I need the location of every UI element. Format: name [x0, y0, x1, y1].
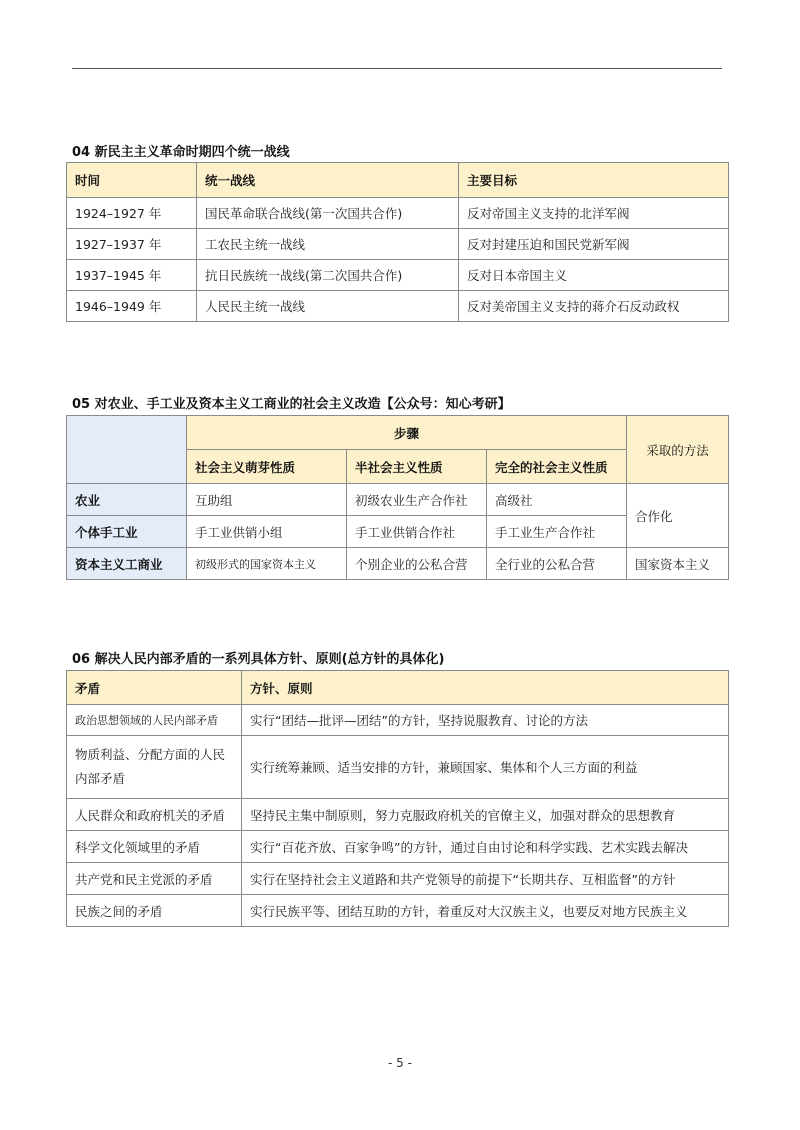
cell-method-state-capitalism: 国家资本主义 — [627, 548, 729, 580]
cell-time: 1946–1949 年 — [67, 291, 197, 322]
cell-principle: 实行统筹兼顾、适当安排的方针，兼顾国家、集体和个人三方面的利益 — [242, 736, 729, 799]
cell-front: 工农民主统一战线 — [197, 229, 459, 260]
cell-contradiction: 物质利益、分配方面的人民内部矛盾 — [67, 736, 242, 799]
row-label-handicraft: 个体手工业 — [67, 516, 187, 548]
row-label-agriculture: 农业 — [67, 484, 187, 516]
cell-stage: 互助组 — [187, 484, 347, 516]
socialist-transformation-table — [66, 415, 729, 580]
corner-cell — [67, 416, 187, 484]
page-number: - 5 - — [388, 1056, 412, 1070]
header-goal: 主要目标 — [459, 163, 729, 198]
united-front-table — [66, 162, 729, 322]
cell-time: 1924–1927 年 — [67, 198, 197, 229]
section-06-title: 06 解决人民内部矛盾的一系列具体方针、原则(总方针的具体化) — [72, 652, 445, 667]
table-header-row — [67, 671, 729, 705]
table-row — [67, 484, 729, 516]
cell-principle: 坚持民主集中制原则，努力克服政府机关的官僚主义，加强对群众的思想教育 — [242, 799, 729, 831]
cell-goal: 反对日本帝国主义 — [459, 260, 729, 291]
table-row — [67, 799, 729, 831]
cell-goal: 反对帝国主义支持的北洋军阀 — [459, 198, 729, 229]
table-header-row — [67, 416, 729, 450]
cell-principle: 实行在坚持社会主义道路和共产党领导的前提下“长期共存、互相监督”的方针 — [242, 863, 729, 895]
cell-stage: 个别企业的公私合营 — [347, 548, 487, 580]
header-steps: 步骤 — [187, 416, 627, 450]
table-row — [67, 705, 729, 736]
table-row — [67, 198, 729, 229]
cell-contradiction: 政治思想领域的人民内部矛盾 — [67, 705, 242, 736]
table-row — [67, 831, 729, 863]
table-row — [67, 895, 729, 927]
cell-principle: 实行民族平等、团结互助的方针，着重反对大汉族主义，也要反对地方民族主义 — [242, 895, 729, 927]
cell-stage: 手工业供销小组 — [187, 516, 347, 548]
section-04-title: 04 新民主主义革命时期四个统一战线 — [72, 145, 290, 160]
header-time: 时间 — [67, 163, 197, 198]
section-05-title: 05 对农业、手工业及资本主义工商业的社会主义改造【公众号：知心考研】 — [72, 397, 511, 412]
cell-stage: 初级农业生产合作社 — [347, 484, 487, 516]
table-row — [67, 736, 729, 799]
subheader-sprout: 社会主义萌芽性质 — [187, 450, 347, 484]
cell-front: 人民民主统一战线 — [197, 291, 459, 322]
header-principle: 方针、原则 — [242, 671, 729, 705]
cell-contradiction: 人民群众和政府机关的矛盾 — [67, 799, 242, 831]
row-label-capitalist: 资本主义工商业 — [67, 548, 187, 580]
table-row — [67, 229, 729, 260]
cell-goal: 反对封建压迫和国民党新军阀 — [459, 229, 729, 260]
cell-stage: 手工业生产合作社 — [487, 516, 627, 548]
cell-principle: 实行“团结—批评—团结”的方针，坚持说服教育、讨论的方法 — [242, 705, 729, 736]
cell-stage: 高级社 — [487, 484, 627, 516]
header-method: 采取的方法 — [627, 416, 729, 484]
subheader-semi: 半社会主义性质 — [347, 450, 487, 484]
cell-contradiction: 共产党和民主党派的矛盾 — [67, 863, 242, 895]
cell-goal: 反对美帝国主义支持的蒋介石反动政权 — [459, 291, 729, 322]
cell-stage: 全行业的公私合营 — [487, 548, 627, 580]
cell-stage: 初级形式的国家资本主义 — [187, 548, 347, 580]
cell-principle: 实行“百花齐放、百家争鸣”的方针，通过自由讨论和科学实践、艺术实践去解决 — [242, 831, 729, 863]
header-rule — [72, 68, 722, 69]
cell-time: 1927–1937 年 — [67, 229, 197, 260]
header-contradiction: 矛盾 — [67, 671, 242, 705]
subheader-full: 完全的社会主义性质 — [487, 450, 627, 484]
cell-front: 国民革命联合战线(第一次国共合作) — [197, 198, 459, 229]
table-header-row — [67, 163, 729, 198]
cell-stage: 手工业供销合作社 — [347, 516, 487, 548]
cell-front: 抗日民族统一战线(第二次国共合作) — [197, 260, 459, 291]
header-front: 统一战线 — [197, 163, 459, 198]
cell-time: 1937–1945 年 — [67, 260, 197, 291]
table-row — [67, 291, 729, 322]
cell-contradiction: 民族之间的矛盾 — [67, 895, 242, 927]
table-row — [67, 863, 729, 895]
contradictions-table — [66, 670, 729, 927]
table-row — [67, 548, 729, 580]
cell-contradiction: 科学文化领域里的矛盾 — [67, 831, 242, 863]
cell-method-cooperative: 合作化 — [627, 484, 729, 548]
table-row — [67, 260, 729, 291]
